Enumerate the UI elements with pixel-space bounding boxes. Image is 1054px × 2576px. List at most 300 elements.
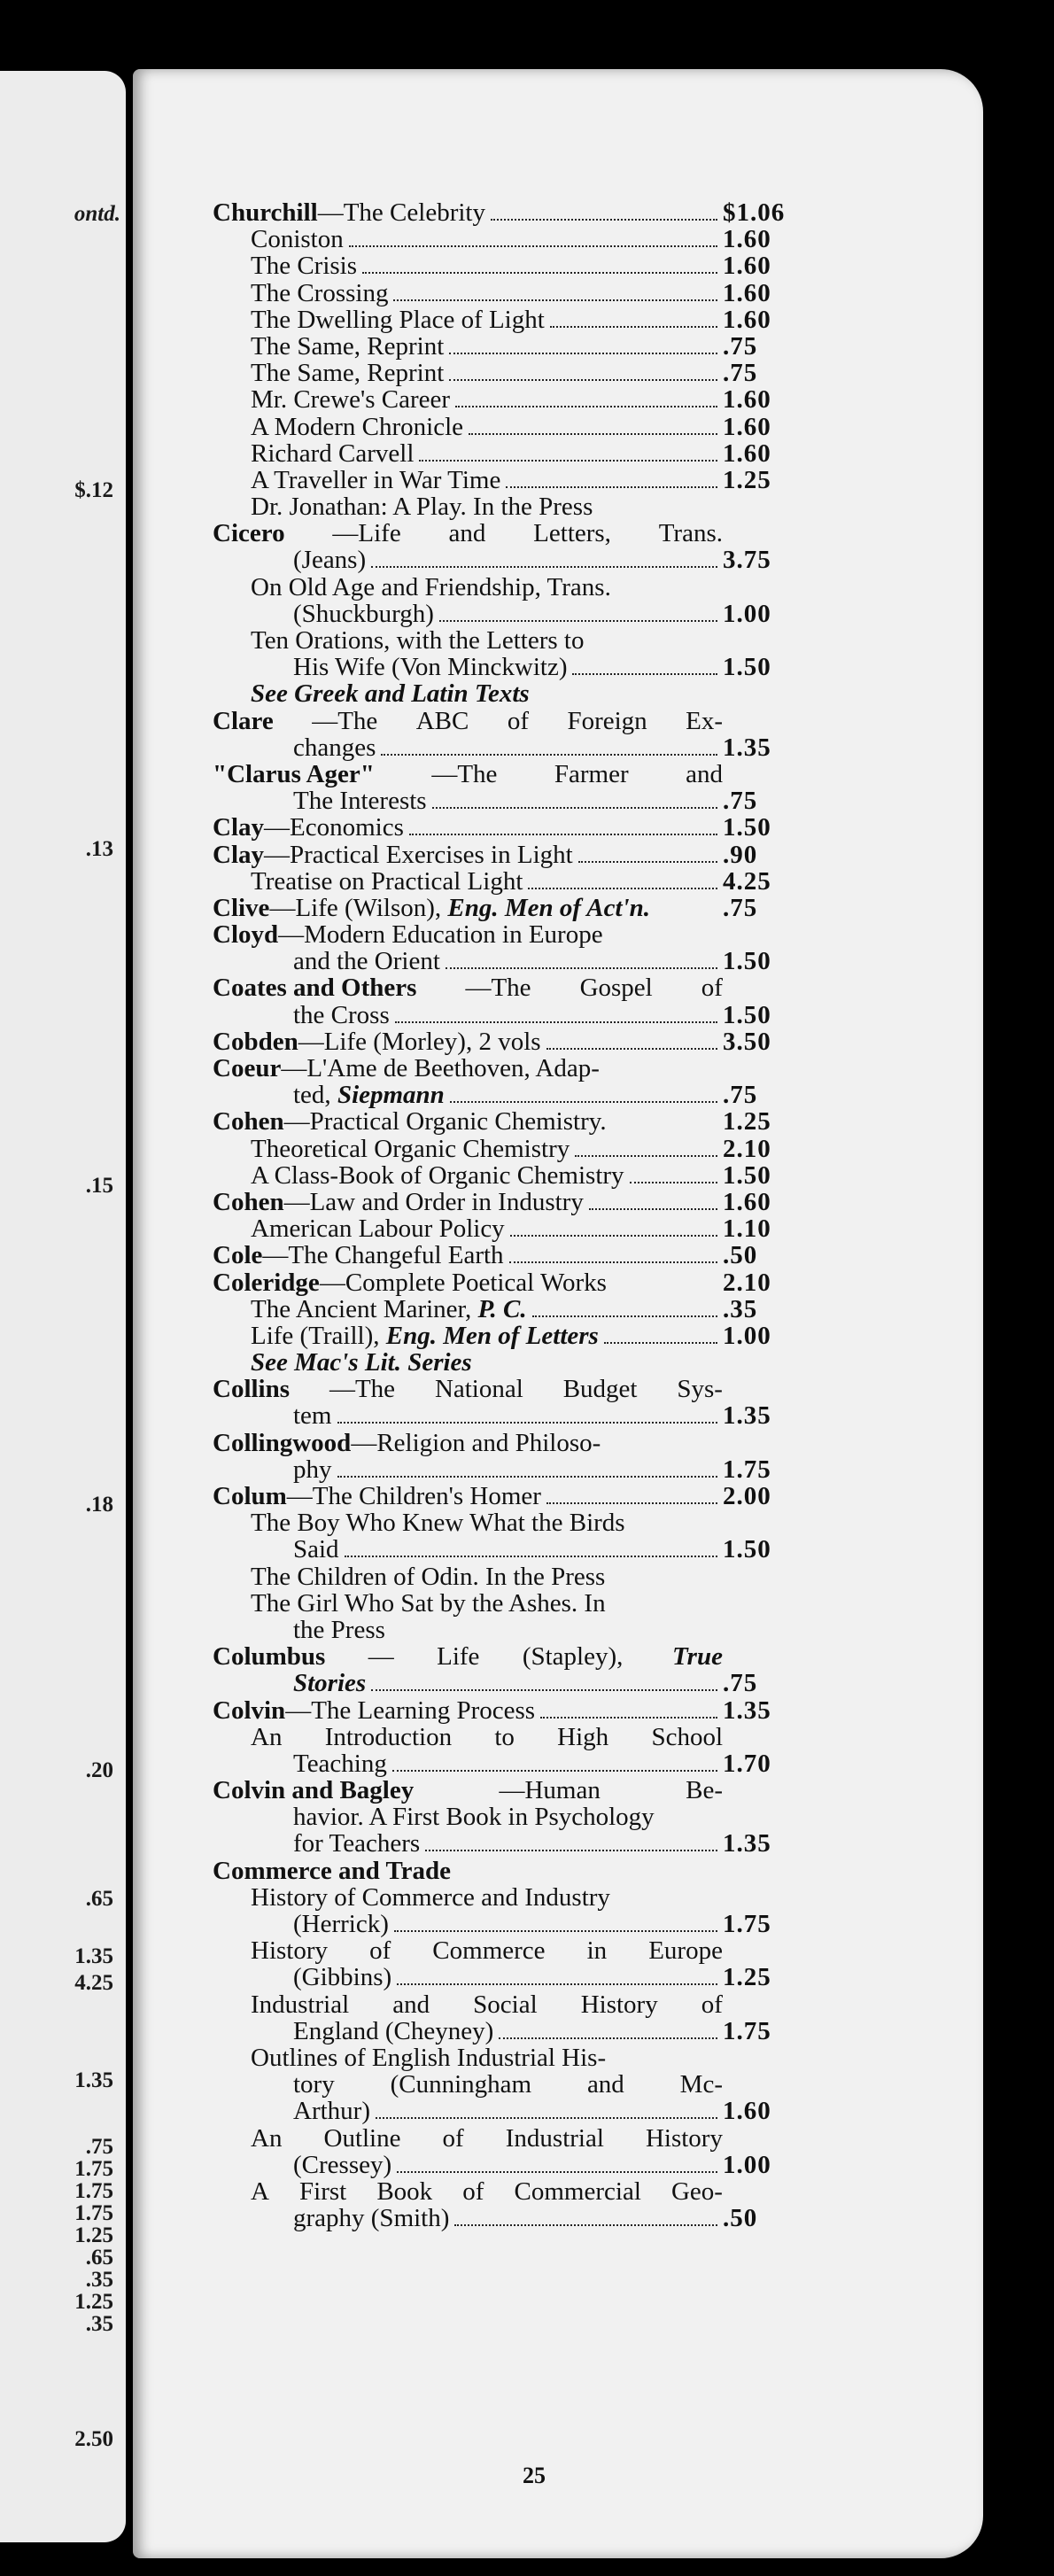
- entry-title: [213, 680, 530, 707]
- entry-line: [213, 333, 804, 360]
- entry-line: [213, 1082, 804, 1108]
- entry-line: [213, 2125, 804, 2152]
- entry-title: [213, 226, 344, 252]
- entry-text: —Economics: [264, 813, 404, 842]
- entry-price: 1.35: [723, 1695, 771, 1725]
- leader-dots: [381, 754, 717, 756]
- entry-price: 1.60: [723, 225, 771, 254]
- author-name: Clare: [213, 706, 274, 735]
- entry-line: [213, 1750, 804, 1777]
- entry-text: —Religion and Philoso-: [351, 1428, 601, 1457]
- entry-title: [213, 1830, 420, 1857]
- entry-line: [213, 1911, 804, 1937]
- entry-line: [213, 1670, 804, 1696]
- left-page-price: 4.25: [74, 1971, 113, 1995]
- entry-line: [213, 1724, 804, 1750]
- entry-title: [213, 1215, 505, 1242]
- entry-line: [213, 2205, 804, 2231]
- entry-title: Industrial and Social History of: [251, 1990, 723, 2019]
- entry-line: [213, 654, 804, 680]
- entry-author-line: [213, 520, 804, 547]
- entry-author-line: [213, 1108, 804, 1135]
- leader-dots: [349, 245, 717, 247]
- entry-text: Said: [293, 1535, 339, 1564]
- entry-price: 1.75: [723, 2016, 771, 2045]
- leader-dots: [509, 1261, 717, 1263]
- entry-text: Outlines of English Industrial His-: [251, 2043, 607, 2072]
- entry-text: —Law and Order in Industry: [283, 1187, 584, 1216]
- leader-dots: [446, 967, 717, 969]
- entry-title: [213, 2045, 606, 2071]
- entry-line: [213, 1590, 804, 1617]
- leader-dots: [575, 1155, 717, 1157]
- entry-text: Coniston: [251, 225, 344, 254]
- entry-title: [213, 252, 357, 279]
- entry-line: [213, 1617, 804, 1643]
- entry-price: 1.60: [723, 412, 771, 441]
- author-name: Churchill: [213, 198, 318, 227]
- entry-line: [213, 1456, 804, 1483]
- entry-line: [213, 868, 804, 895]
- entry-title: [213, 1536, 339, 1563]
- left-page-price: .35: [85, 2312, 113, 2336]
- entry-price: 1.00: [723, 1321, 771, 1350]
- entry-text: tem: [293, 1401, 332, 1431]
- leader-dots: [397, 1983, 717, 1985]
- entry-title: [213, 1296, 527, 1323]
- entry-title: [213, 306, 545, 333]
- entry-author-line: [213, 1430, 804, 1456]
- entry-title: [213, 1162, 624, 1189]
- entry-text: Life (Traill),: [251, 1321, 386, 1350]
- entry-title: Colvin and Bagley —Human Be-: [213, 1776, 723, 1805]
- entry-title: [213, 1697, 535, 1724]
- entry-author-line: [213, 1055, 804, 1082]
- entry-text: —Life (Wilson),: [269, 893, 448, 922]
- leader-dots: [578, 861, 717, 863]
- entry-title: [213, 493, 593, 520]
- entry-text: The Children of Odin. In the Press: [251, 1562, 606, 1591]
- entry-text: —The Children's Homer: [286, 1482, 541, 1510]
- entry-title: Columbus — Life (Stapley), True: [213, 1642, 723, 1672]
- author-name: Coleridge: [213, 1268, 320, 1297]
- entry-text: —The Changeful Earth: [262, 1241, 504, 1270]
- entry-title: An Introduction to High School: [251, 1722, 723, 1751]
- left-page-price: .75: [85, 2135, 113, 2159]
- entry-title: [213, 1136, 570, 1162]
- leader-dots: [425, 1850, 717, 1851]
- entry-text: phy: [293, 1455, 332, 1484]
- entry-line: [213, 574, 804, 601]
- left-page-price: 1.25: [74, 2290, 113, 2314]
- page-number: 25: [523, 2463, 546, 2488]
- entry-author-line: [213, 199, 804, 226]
- entry-line: [213, 226, 804, 252]
- entry-italic-note: P. C.: [477, 1294, 527, 1323]
- entry-price: 3.50: [723, 1027, 771, 1056]
- entry-text: (Cressey): [293, 2150, 392, 2179]
- entry-line: [213, 1563, 804, 1590]
- entry-title: History of Commerce in Europe: [251, 1936, 723, 1966]
- entry-line: [213, 2018, 804, 2045]
- leader-dots: [362, 272, 717, 274]
- entry-title: [213, 1430, 601, 1456]
- entry-price: .50: [723, 2204, 758, 2233]
- author-name: Cohen: [213, 1187, 284, 1216]
- entry-price: 1.50: [723, 1000, 771, 1029]
- entry-italic-note: True: [665, 1642, 723, 1672]
- entry-author-line: [213, 814, 804, 841]
- entry-text: changes: [293, 733, 376, 762]
- entry-price: 1.35: [723, 1829, 771, 1858]
- entry-line: [213, 627, 804, 654]
- leader-dots: [546, 1502, 717, 1504]
- entry-price: 1.60: [723, 305, 771, 334]
- entry-price: 3.75: [723, 546, 771, 575]
- author-name: Clay: [213, 840, 264, 869]
- entry-author-line: [213, 1858, 804, 1884]
- entry-price: 1.25: [723, 1963, 771, 1992]
- entry-text: and the Orient: [293, 947, 440, 976]
- leader-dots: [393, 299, 717, 301]
- entry-title: [213, 2098, 370, 2124]
- entry-line: [213, 306, 804, 333]
- entry-text: The Same, Reprint: [251, 359, 445, 388]
- entry-line: [213, 2152, 804, 2178]
- author-name: Coeur: [213, 1054, 282, 1082]
- entry-price: 1.50: [723, 813, 771, 842]
- entry-price: 1.25: [723, 1107, 771, 1137]
- entry-text: A Class-Book of Organic Chemistry: [251, 1160, 624, 1190]
- leader-dots: [469, 433, 717, 435]
- entry-line: [213, 386, 804, 413]
- entry-line: [213, 467, 804, 493]
- entry-text: The Same, Reprint: [251, 331, 445, 361]
- entry-title: [213, 386, 450, 413]
- entry-title: [213, 1617, 385, 1643]
- leader-dots: [337, 1476, 718, 1478]
- entry-title: [213, 2205, 449, 2231]
- entry-price: 1.50: [723, 1535, 771, 1564]
- left-page-price: .20: [85, 1758, 113, 1782]
- entry-text: —Modern Education in Europe: [278, 920, 603, 950]
- leader-dots: [491, 219, 717, 221]
- left-page-price: .65: [85, 1887, 113, 1911]
- entry-title: Coates and Others —The Gospel of: [213, 974, 723, 1003]
- entry-text: (Herrick): [293, 1910, 389, 1938]
- entry-title: [213, 1402, 332, 1429]
- left-page-price: .13: [85, 837, 113, 861]
- entry-price: 2.10: [723, 1268, 771, 1297]
- leader-dots: [432, 807, 717, 809]
- entry-title: [213, 948, 440, 974]
- entry-italic-note: See Mac's Lit. Series: [251, 1348, 472, 1377]
- entry-price: 1.60: [723, 1187, 771, 1216]
- entry-author-line: [213, 1028, 804, 1055]
- entry-title: [213, 1509, 625, 1536]
- entry-text: the Cross: [293, 1000, 390, 1029]
- entry-title: [213, 1323, 599, 1349]
- left-page-price: .35: [85, 2268, 113, 2292]
- leader-dots: [550, 326, 717, 328]
- entry-text: On Old Age and Friendship, Trans.: [251, 572, 611, 601]
- leader-dots: [395, 1021, 717, 1023]
- leader-dots: [455, 406, 717, 407]
- entry-line: [213, 1804, 804, 1830]
- entry-author-line: [213, 895, 804, 921]
- entry-price: 1.75: [723, 1455, 771, 1484]
- entry-author-line: [213, 1376, 804, 1402]
- leader-dots: [394, 1930, 717, 1932]
- entry-author-line: [213, 1242, 804, 1269]
- entry-text: Treatise on Practical Light: [251, 866, 523, 896]
- entry-italic-note: Eng. Men of Letters: [385, 1321, 599, 1350]
- entry-line: [213, 1937, 804, 1964]
- entry-line: [213, 788, 804, 814]
- author-name: Coates and Others: [213, 974, 417, 1003]
- entry-line: [213, 601, 804, 627]
- entry-title: [213, 199, 485, 226]
- entry-text: The Interests: [293, 787, 427, 816]
- left-page-header: ontd.: [74, 202, 120, 226]
- entry-price: .75: [723, 893, 758, 922]
- entry-line: [213, 1964, 804, 1990]
- entry-price: .75: [723, 787, 758, 816]
- left-page-price: 2.50: [74, 2427, 113, 2451]
- leader-dots: [630, 1182, 717, 1183]
- entry-text: Dr. Jonathan: A Play. In the Press: [251, 493, 593, 522]
- leader-dots: [540, 1717, 717, 1719]
- leader-dots: [546, 1048, 717, 1050]
- entry-author-line: [213, 921, 804, 948]
- leader-dots: [409, 834, 717, 835]
- entry-price: .35: [723, 1294, 758, 1323]
- entry-line: [213, 1349, 804, 1376]
- leader-dots: [397, 2171, 717, 2173]
- entry-title: [213, 1563, 605, 1590]
- leader-dots: [337, 1422, 718, 1424]
- entry-title: [213, 1242, 504, 1269]
- entry-line: [213, 1136, 804, 1162]
- entry-price: 1.10: [723, 1214, 771, 1244]
- entry-price: 1.35: [723, 733, 771, 762]
- entry-text: the Press: [293, 1615, 385, 1644]
- entry-text: —Practical Organic Chemistry.: [283, 1107, 607, 1137]
- entry-line: [213, 547, 804, 573]
- leader-dots: [499, 2037, 717, 2039]
- entry-title: [213, 1590, 606, 1617]
- entry-author-line: [213, 1643, 804, 1670]
- entry-title: [213, 601, 434, 627]
- entry-title: [213, 814, 404, 841]
- left-page-price: 1.75: [74, 2201, 113, 2225]
- entry-text: (Shuckburgh): [293, 599, 434, 628]
- entry-line: [213, 1002, 804, 1028]
- leader-dots: [528, 888, 717, 889]
- author-name: Clive: [213, 893, 270, 922]
- entry-title: [213, 788, 427, 814]
- author-name: Columbus: [213, 1642, 326, 1672]
- entry-title: [213, 1082, 445, 1108]
- entry-title: [213, 654, 567, 680]
- entry-title: Cicero —Life and Letters, Trans.: [213, 519, 723, 548]
- entry-line: [213, 1536, 804, 1563]
- entry-text: Ten Orations, with the Letters to: [251, 626, 585, 655]
- entry-title: [213, 1964, 391, 1990]
- author-name: Colvin: [213, 1695, 286, 1725]
- leader-dots: [450, 1101, 717, 1103]
- entry-author-line: [213, 761, 804, 788]
- author-name: Clay: [213, 813, 264, 842]
- entry-price: 1.35: [723, 1401, 771, 1431]
- left-page-price: .65: [85, 2246, 113, 2270]
- left-page-price: .18: [85, 1493, 113, 1517]
- entry-title: [213, 1349, 472, 1376]
- entry-text: The Girl Who Sat by the Ashes. In: [251, 1588, 606, 1618]
- entry-text: (Gibbins): [293, 1963, 392, 1992]
- entry-italic-note: Eng. Men of Act'n.: [447, 893, 650, 922]
- entry-line: [213, 2071, 804, 2098]
- entry-line: [213, 1991, 804, 2018]
- author-name: Colvin and Bagley: [213, 1776, 415, 1805]
- entry-text: graphy (Smith): [293, 2204, 450, 2233]
- entry-title: [213, 333, 444, 360]
- entry-price: 1.75: [723, 1910, 771, 1938]
- author-name: Cohen: [213, 1107, 284, 1137]
- entry-title: [213, 842, 573, 868]
- entry-line: [213, 2178, 804, 2205]
- entry-text: A Modern Chronicle: [251, 412, 464, 441]
- entry-text: Richard Carvell: [251, 438, 415, 468]
- author-name: Cobden: [213, 1027, 298, 1056]
- entry-text: Arthur): [293, 2097, 370, 2126]
- entry-price: 1.60: [723, 385, 771, 415]
- entry-title: [213, 627, 585, 654]
- author-name: "Clarus Ager": [213, 759, 375, 788]
- entry-price: 1.50: [723, 1160, 771, 1190]
- entry-title: Clare —The ABC of Foreign Ex-: [213, 706, 723, 735]
- leader-dots: [449, 379, 717, 381]
- entry-price: 1.60: [723, 438, 771, 468]
- entry-text: —The Learning Process: [285, 1695, 536, 1725]
- entry-title: [213, 280, 388, 306]
- entry-text: —Practical Exercises in Light: [264, 840, 573, 869]
- left-page-price: 1.75: [74, 2157, 113, 2181]
- entry-text: England (Cheyney): [293, 2016, 494, 2045]
- entry-title: [213, 547, 366, 573]
- entry-line: [213, 734, 804, 761]
- entry-text: The Dwelling Place of Light: [251, 305, 545, 334]
- entry-text: ted,: [293, 1081, 337, 1110]
- entry-title: [213, 1269, 607, 1296]
- entry-title: "Clarus Ager" —The Farmer and: [213, 759, 723, 788]
- entry-title: [213, 734, 376, 761]
- entry-price: 1.60: [723, 2097, 771, 2126]
- author-name: Commerce and Trade: [213, 1856, 452, 1885]
- leader-dots: [419, 460, 717, 462]
- leader-dots: [572, 673, 717, 675]
- entry-line: [213, 1509, 804, 1536]
- entry-title: [213, 2152, 391, 2178]
- entry-title: [213, 1108, 607, 1135]
- entry-text: Teaching: [293, 1749, 387, 1778]
- author-name: Collingwood: [213, 1428, 352, 1457]
- entry-price: 4.25: [723, 866, 771, 896]
- catalog-entries: [213, 199, 804, 2231]
- entry-price: .75: [723, 331, 758, 361]
- entry-text: (Jeans): [293, 546, 367, 575]
- entry-line: [213, 1296, 804, 1323]
- entry-line: [213, 948, 804, 974]
- left-page: [0, 71, 126, 2542]
- leader-dots: [439, 620, 717, 622]
- entry-title: [213, 868, 523, 895]
- entry-text: American Labour Policy: [251, 1214, 505, 1244]
- leader-dots: [376, 2117, 717, 2119]
- entry-line: [213, 2098, 804, 2124]
- left-page-price: 1.75: [74, 2179, 113, 2203]
- entry-title: [213, 440, 414, 467]
- entry-line: [213, 2045, 804, 2071]
- entry-line: [213, 414, 804, 440]
- entry-title: [213, 921, 603, 948]
- entry-price: 2.10: [723, 1134, 771, 1163]
- entry-price: 1.50: [723, 947, 771, 976]
- entry-line: [213, 440, 804, 467]
- entry-price: 2.00: [723, 1482, 771, 1510]
- entry-text: His Wife (Von Minckwitz): [293, 653, 568, 682]
- entry-price: 1.60: [723, 252, 771, 281]
- entry-line: [213, 1884, 804, 1911]
- entry-price: .75: [723, 1081, 758, 1110]
- leader-dots: [532, 1315, 717, 1317]
- entry-text: The Crossing: [251, 278, 389, 307]
- left-page-price: $.12: [74, 478, 113, 502]
- entry-title: [213, 1911, 389, 1937]
- leader-dots: [392, 1770, 717, 1772]
- entry-price: 1.60: [723, 278, 771, 307]
- entry-price: $1.06: [723, 198, 786, 227]
- entry-title: [213, 1028, 541, 1055]
- entry-title: [213, 414, 463, 440]
- entry-price: .90: [723, 840, 758, 869]
- entry-text: —Complete Poetical Works: [319, 1268, 607, 1297]
- entry-author-line: [213, 1483, 804, 1509]
- leader-dots: [589, 1208, 717, 1210]
- entry-text: A Traveller in War Time: [251, 465, 501, 494]
- leader-dots: [454, 2224, 717, 2226]
- entry-title: [213, 467, 500, 493]
- leader-dots: [510, 1235, 717, 1237]
- entry-title: [213, 1884, 610, 1911]
- author-name: Cicero: [213, 519, 285, 548]
- entry-text: History of Commerce and Industry: [251, 1882, 610, 1912]
- entry-text: —Life (Morley), 2 vols: [298, 1027, 541, 1056]
- leader-dots: [506, 486, 717, 488]
- left-page-price: 1.25: [74, 2223, 113, 2247]
- entry-italic-note: See Greek and Latin Texts: [251, 679, 530, 709]
- entry-price: 1.50: [723, 653, 771, 682]
- entry-title: [213, 1483, 541, 1509]
- entry-text: Mr. Crewe's Career: [251, 385, 451, 415]
- entry-title: [213, 1804, 655, 1830]
- entry-title: An Outline of Industrial History: [251, 2123, 723, 2153]
- entry-title: [213, 2018, 493, 2045]
- entry-price: 1.70: [723, 1749, 771, 1778]
- entry-price: 1.00: [723, 2150, 771, 2179]
- entry-title: [213, 1858, 451, 1884]
- entry-title: [213, 1750, 387, 1777]
